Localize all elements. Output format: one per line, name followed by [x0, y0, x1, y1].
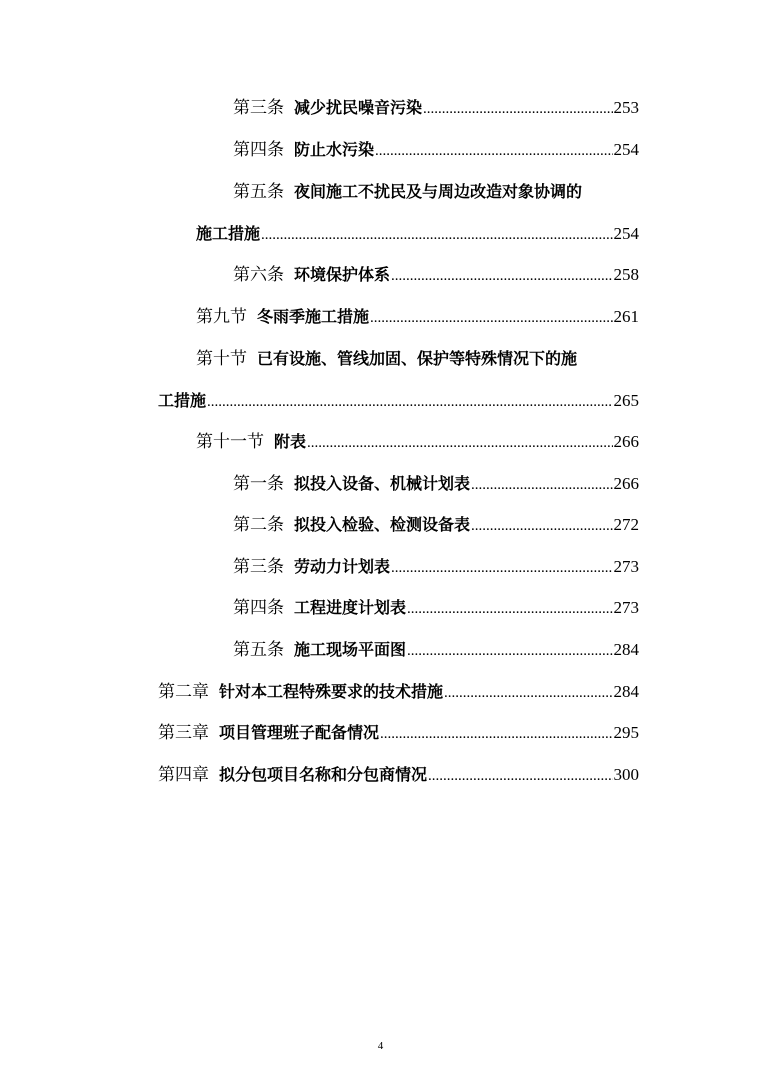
dot-leader [380, 723, 612, 745]
dot-leader [370, 307, 612, 329]
entry-page: 284 [613, 640, 639, 659]
toc-entry[interactable] [196, 431, 639, 454]
entry-number: 第二章 [158, 682, 209, 701]
dot-leader [307, 432, 612, 454]
toc-entry[interactable] [233, 264, 639, 287]
entry-number: 第二条 [233, 515, 284, 534]
entry-number: 第六条 [233, 265, 284, 284]
entry-title: 拟投入设备、机械计划表 [294, 474, 471, 493]
entry-title: 减少扰民噪音污染 [294, 98, 423, 117]
entry-title: 环境保护体系 [294, 265, 391, 284]
entry-page: 266 [613, 474, 639, 493]
entry-number: 第三条 [233, 98, 284, 117]
dot-leader [471, 474, 612, 496]
entry-number: 第三章 [158, 723, 209, 742]
toc-entry[interactable] [233, 597, 639, 620]
page-number: 4 [377, 1040, 384, 1052]
entry-number: 第五条 [233, 182, 284, 201]
entry-number: 第十一节 [196, 432, 264, 451]
entry-title: 夜间施工不扰民及与周边改造对象协调的 [294, 182, 583, 201]
entry-title: 劳动力计划表 [294, 557, 391, 576]
dot-leader [407, 640, 612, 662]
entry-number: 第十节 [196, 349, 247, 368]
dot-leader [391, 557, 612, 579]
toc-entry[interactable] [158, 722, 639, 745]
entry-number: 第四条 [233, 598, 284, 617]
entry-page: 261 [613, 307, 639, 326]
toc-entry[interactable] [233, 97, 639, 120]
entry-title: 施工现场平面图 [294, 640, 407, 659]
entry-number: 第三条 [233, 557, 284, 576]
entry-number: 第九节 [196, 307, 247, 326]
entry-page: 300 [613, 765, 639, 784]
entry-number: 第五条 [233, 640, 284, 659]
entry-page: 254 [613, 140, 639, 159]
toc-entry[interactable] [158, 764, 639, 787]
toc-entry[interactable] [233, 473, 639, 496]
dot-leader [391, 265, 612, 287]
entry-title: 已有设施、管线加固、保护等特殊情况下的施 [257, 349, 578, 368]
entry-title: 项目管理班子配备情况 [219, 723, 380, 742]
toc-entry[interactable] [233, 514, 639, 537]
entry-title: 附表 [274, 432, 307, 451]
dot-leader [471, 515, 612, 537]
dot-leader [375, 140, 612, 162]
entry-title-continued: 施工措施 [196, 224, 261, 243]
entry-number: 第一条 [233, 474, 284, 493]
dot-leader [428, 765, 612, 787]
entry-page: 295 [613, 723, 639, 742]
entry-title: 防止水污染 [294, 140, 375, 159]
toc-entry[interactable] [233, 556, 639, 579]
toc-entry-line1[interactable] [196, 348, 577, 370]
entry-page: 273 [613, 557, 639, 576]
entry-title: 冬雨季施工措施 [257, 307, 370, 326]
entry-page: 284 [613, 682, 639, 701]
toc-entry[interactable] [233, 139, 639, 162]
entry-number: 第四条 [233, 140, 284, 159]
entry-page: 258 [613, 265, 639, 284]
toc-entry-line2[interactable] [196, 223, 639, 246]
dot-leader [407, 598, 612, 620]
entry-title: 工程进度计划表 [294, 598, 407, 617]
entry-page: 273 [613, 598, 639, 617]
toc-entry-line1[interactable] [233, 181, 582, 203]
dot-leader [423, 98, 612, 120]
entry-title-continued: 工措施 [158, 391, 207, 410]
toc-entry-line2[interactable] [158, 390, 639, 413]
toc-entry[interactable] [233, 639, 639, 662]
entry-title: 针对本工程特殊要求的技术措施 [219, 682, 444, 701]
dot-leader [207, 391, 612, 413]
toc-entry[interactable] [158, 681, 639, 704]
entry-title: 拟分包项目名称和分包商情况 [219, 765, 428, 784]
entry-page: 266 [613, 432, 639, 451]
entry-page: 265 [613, 391, 639, 410]
entry-title: 拟投入检验、检测设备表 [294, 515, 471, 534]
toc-entry[interactable] [196, 306, 639, 329]
entry-number: 第四章 [158, 765, 209, 784]
entry-page: 253 [613, 98, 639, 117]
dot-leader [261, 224, 612, 246]
entry-page: 272 [613, 515, 639, 534]
entry-page: 254 [613, 224, 639, 243]
dot-leader [444, 682, 612, 704]
